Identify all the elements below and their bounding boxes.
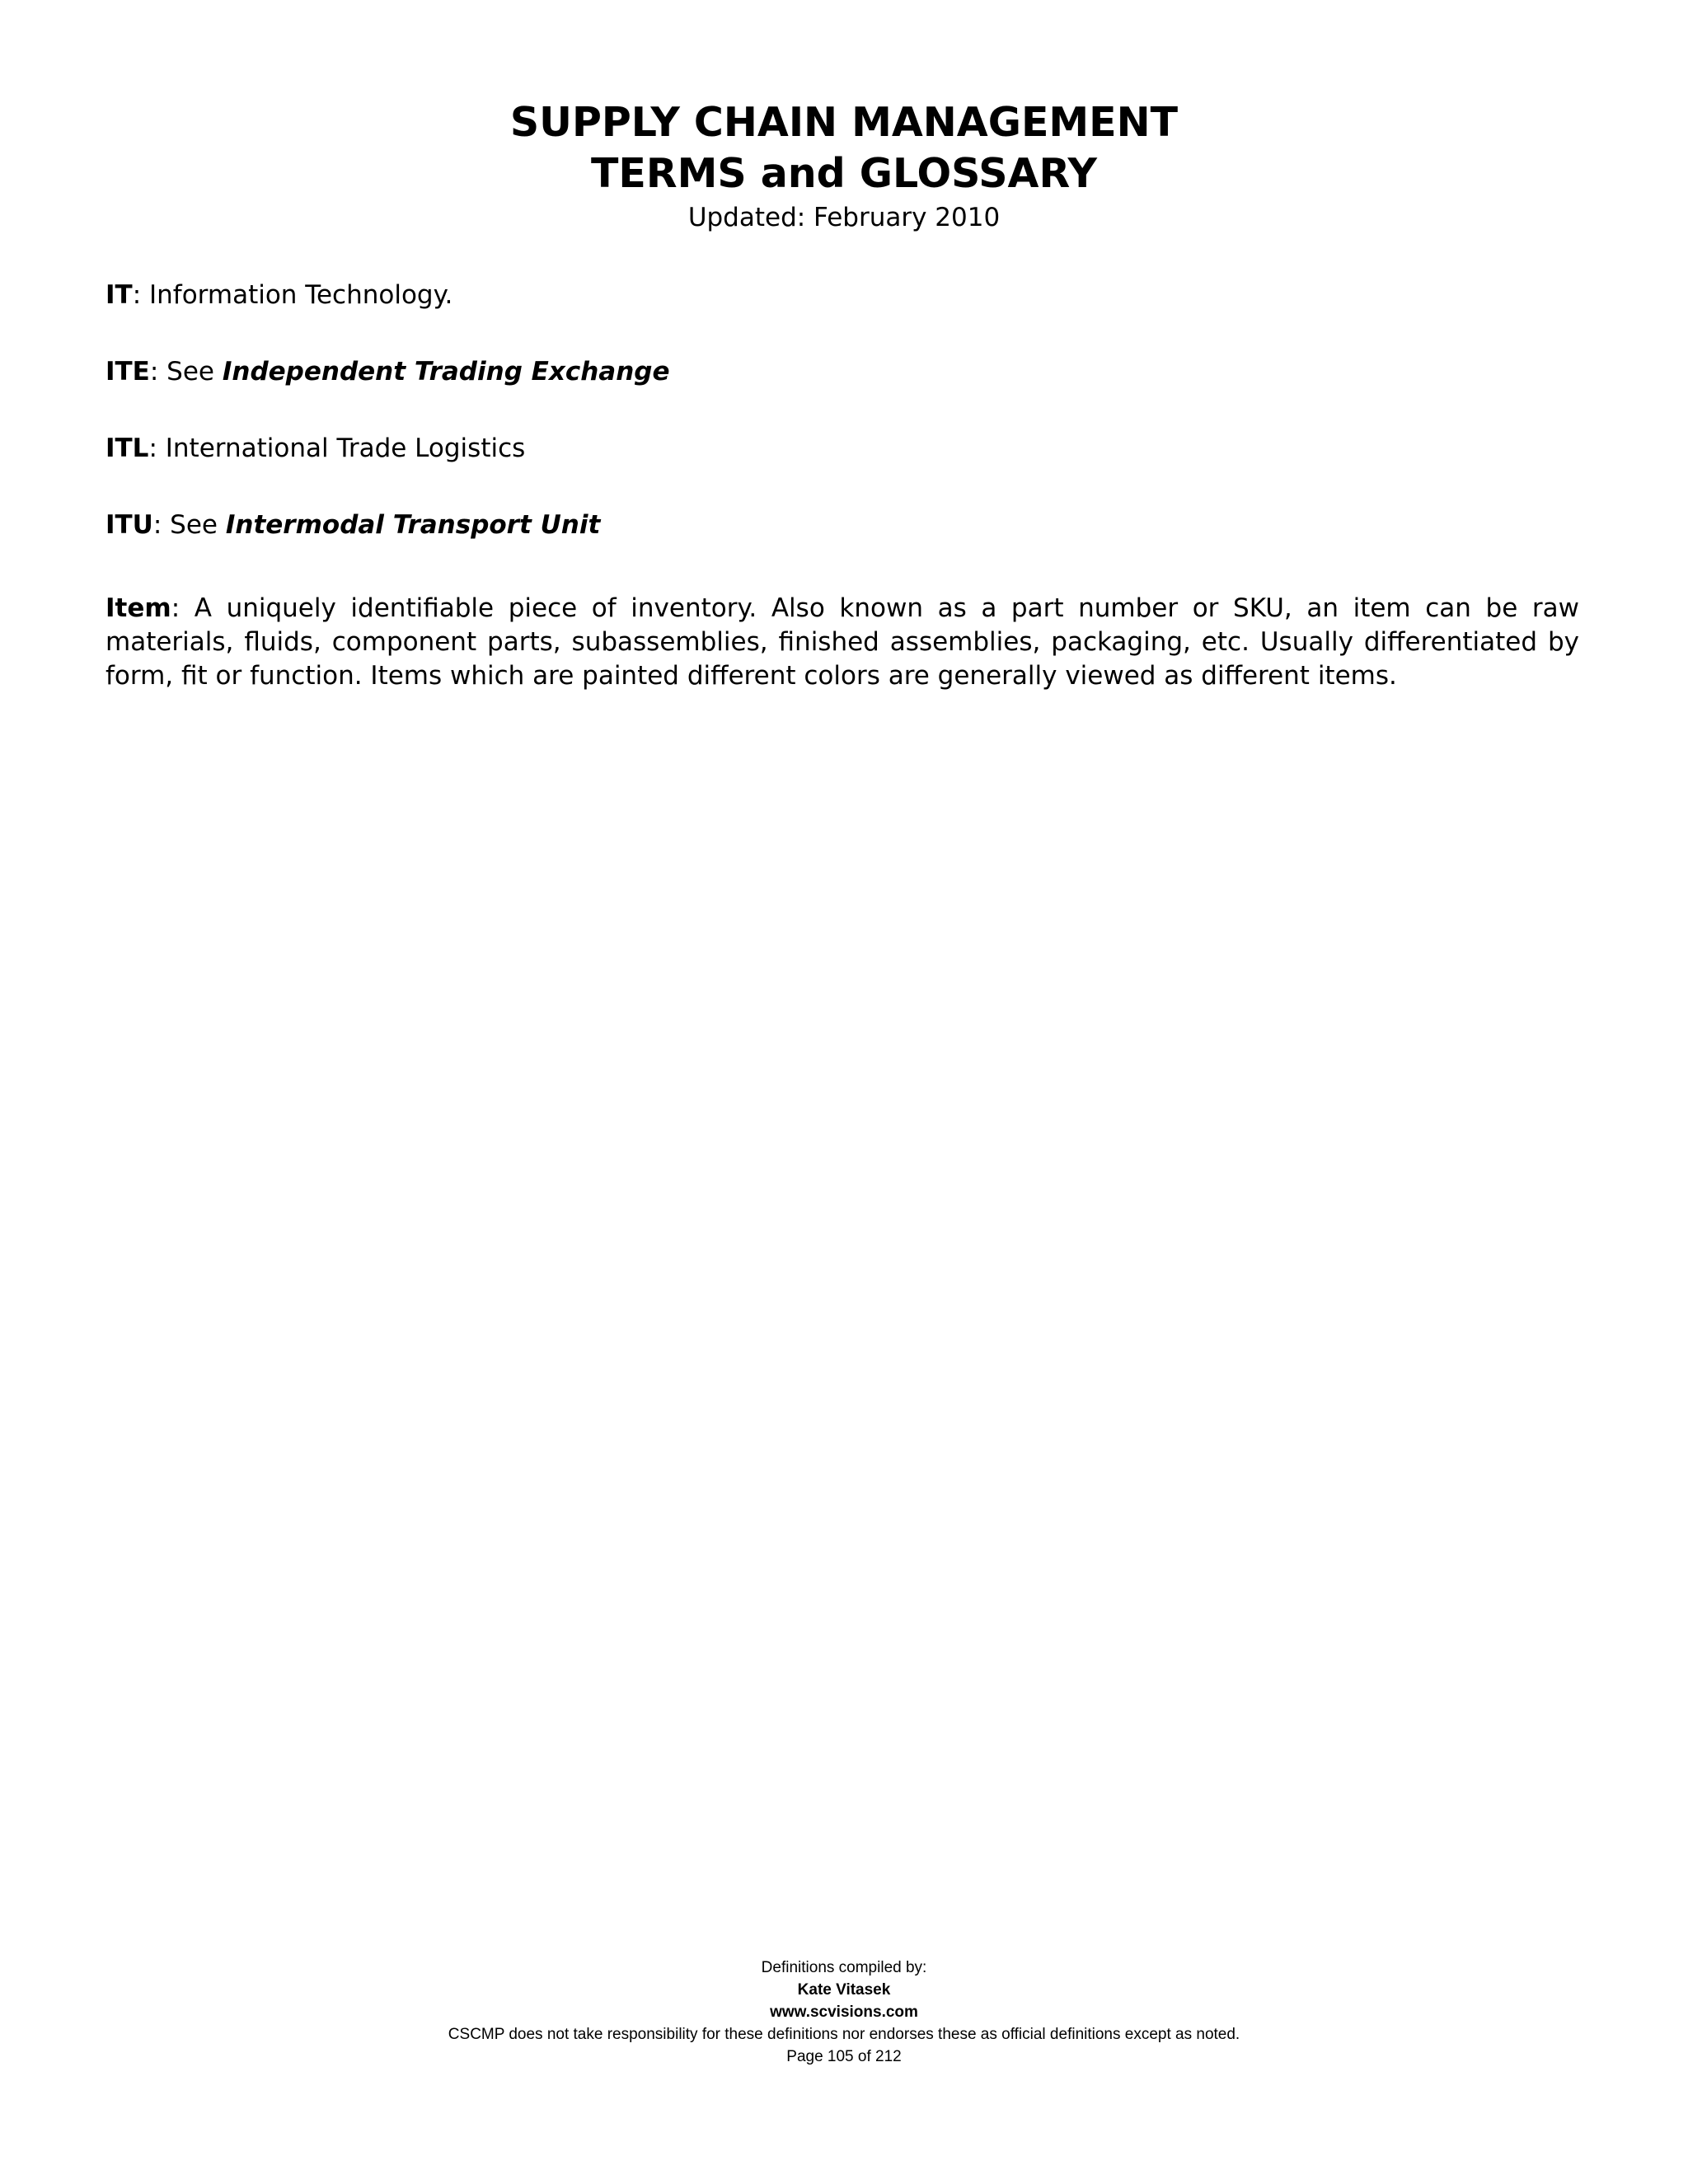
glossary-entry-itl: [106, 432, 1579, 466]
term-separator: :: [152, 510, 171, 540]
document-header: [0, 97, 1688, 236]
see-prefix: See: [166, 357, 223, 387]
glossary-entries: [106, 279, 1579, 736]
glossary-term: Item: [106, 593, 171, 623]
author-name: Kate Vitasek: [797, 1981, 891, 1999]
page-footer: [0, 1957, 1688, 2068]
updated-date: Updated: February 2010: [687, 203, 1001, 232]
glossary-definition: A uniquely identifiable piece of inventory. Also known as a part number or SKU, an item can be raw materials, fluids, component parts, subassemblies, finished assemblies, packaging, etc. Usually differentiated by form, fit or function. Items which are painted different colors are generally viewed as different items.: [106, 593, 1579, 691]
page-title-line-1: SUPPLY CHAIN MANAGEMENT: [509, 99, 1179, 146]
glossary-term: ITL: [106, 434, 149, 463]
term-separator: :: [149, 357, 167, 387]
page-title-line-2: TERMS and GLOSSARY: [590, 150, 1097, 197]
term-separator: :: [148, 434, 166, 463]
glossary-definition: International Trade Logistics: [165, 434, 526, 463]
glossary-term: IT: [106, 280, 133, 310]
glossary-entry-it: [106, 279, 1579, 312]
glossary-term: ITE: [106, 357, 150, 387]
term-separator: :: [132, 280, 149, 310]
glossary-entry-ite: [106, 355, 1579, 389]
glossary-entry-itu: [106, 509, 1579, 542]
term-separator: :: [171, 593, 195, 623]
website-text: www.scvisions.com: [770, 2004, 918, 2021]
glossary-definition: Information Technology.: [149, 280, 453, 310]
cross-reference: Independent Trading Exchange: [222, 357, 670, 387]
glossary-term: ITU: [106, 510, 153, 540]
page-number: Page 105 of 212: [786, 2048, 902, 2065]
compiled-by-label: Definitions compiled by:: [761, 1959, 927, 1976]
glossary-entry-item: [106, 592, 1579, 693]
see-prefix: See: [170, 510, 226, 540]
disclaimer-text: CSCMP does not take responsibility for these definitions nor endorses these as official definitions except as noted.: [448, 2026, 1240, 2043]
cross-reference: Intermodal Transport Unit: [225, 510, 601, 540]
